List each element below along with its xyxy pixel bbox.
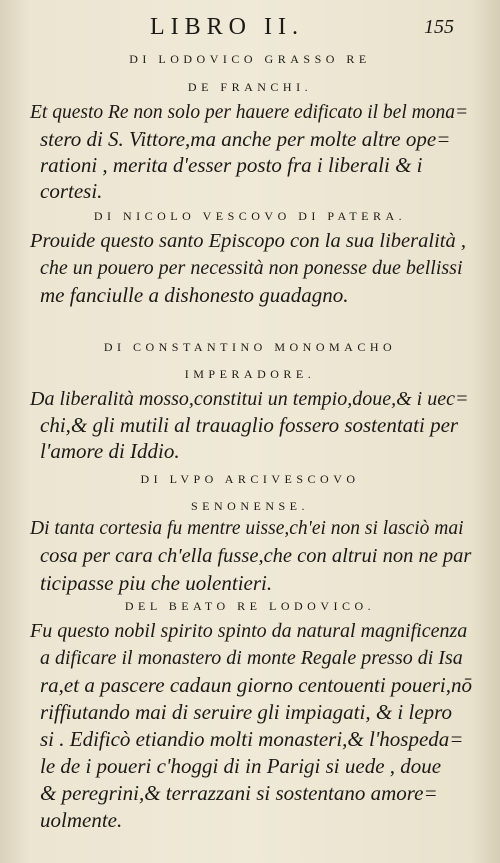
text-line: me fanciulle a dishonesto guadagno. bbox=[40, 283, 349, 307]
text-line: rationi , merita d'esser posto fra i liberali & i bbox=[40, 153, 423, 177]
text-line: che un pouero per necessità non ponesse due bellissi bbox=[40, 257, 463, 279]
text-line: Et questo Re non solo per hauere edificato il bel mona= bbox=[30, 102, 469, 123]
text-line: cosa per cara ch'ella fusse,che con altrui non ne par bbox=[40, 545, 472, 567]
text-line: cortesi. bbox=[40, 179, 103, 203]
section-heading: IMPERADORE. bbox=[184, 367, 316, 381]
text-line: a dificare il monastero di monte Regale presso di Isa bbox=[40, 647, 463, 669]
section-heading: DI NICOLO VESCOVO DI PATERA. bbox=[93, 209, 407, 223]
page-number: 155 bbox=[424, 16, 454, 38]
text-line: l'amore di Iddio. bbox=[40, 439, 180, 463]
text-line: & peregrini,& terrazzani si sostentano amore= bbox=[40, 781, 438, 805]
text-line: ra,et a pascere cadaun giorno centouenti poueri,nō bbox=[40, 673, 472, 697]
section-heading: DE FRANCHI. bbox=[187, 80, 313, 94]
section-heading: DEL BEATO RE LODOVICO. bbox=[124, 599, 376, 613]
section-heading: DI LVPO ARCIVESCOVO bbox=[140, 472, 360, 486]
text-line: Da liberalità mosso,constitui un tempio,doue,& i uec= bbox=[30, 388, 469, 410]
section-heading: DI CONSTANTINO MONOMACHO bbox=[103, 340, 397, 354]
text-line: stero di S. Vittore,ma anche per molte altre ope= bbox=[40, 127, 451, 151]
text-line: Prouide questo santo Episcopo con la sua liberalità , bbox=[30, 230, 466, 252]
text-line: chi,& gli mutili al trauaglio fossero sostentati per bbox=[40, 413, 459, 437]
running-head bbox=[0, 14, 500, 42]
section-heading: SENONENSE. bbox=[190, 499, 309, 513]
text-line: riffiutando mai di seruire gli impiagati, & i lepro bbox=[40, 700, 453, 724]
text-line: le de i poueri c'hoggi di in Parigi si uede , doue bbox=[40, 754, 442, 778]
text-line: Di tanta cortesia fu mentre uisse,ch'ei non si lasciò mai bbox=[30, 518, 464, 539]
text-line: uolmente. bbox=[40, 808, 123, 832]
text-line: si . Edificò etiandio molti monasteri,& l'hospeda= bbox=[40, 727, 464, 751]
section-heading: DI LODOVICO GRASSO RE bbox=[129, 52, 371, 66]
running-head-title: LIBRO II. bbox=[150, 14, 304, 40]
text-line: Fu questo nobil spirito spinto da natural magnificenza bbox=[30, 620, 468, 642]
text-line: ticipasse piu che uolentieri. bbox=[40, 571, 273, 595]
